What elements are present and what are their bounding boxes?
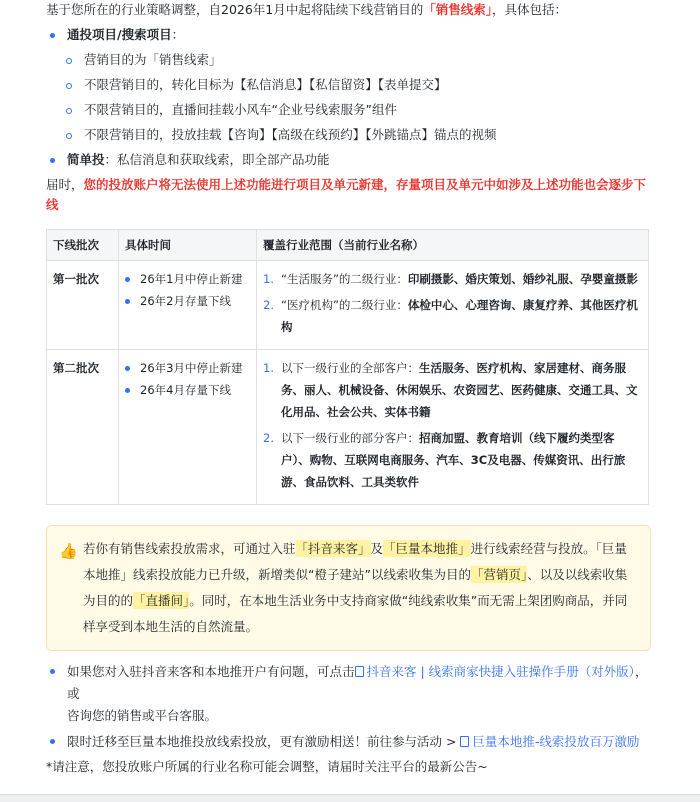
bullet-icon: [125, 366, 130, 371]
scope-cell: 1. “生活服务”的二级行业：印刷摄影、婚庆策划、婚纱礼服、孕婴童摄影 2. “医疗机构”的二级行业：体检中心、心理咨询、康复疗养、其他医疗机构: [257, 261, 649, 350]
bullet-item: 通投项目/搜索项目：: [46, 25, 654, 45]
bullet-item: 如果您对入驻抖音来客和本地推开户有问题，可点击 抖音来客 | 线索商家快捷入驻操作手册（对外版），或 咨询您的销售或平台客服。: [46, 661, 654, 727]
bullet-continuation: 咨询您的销售或平台客服。: [67, 708, 218, 723]
bullet-icon: [50, 33, 55, 38]
thumbs-up-icon: 👍: [59, 542, 78, 560]
bullet-icon: [125, 277, 130, 282]
bullet-item: 简单投：私信消息和获取线索，即全部产品功能: [46, 150, 654, 170]
batch-cell: 第二批次: [47, 350, 119, 505]
sub-item: 营销目的为「销售线索」: [46, 50, 654, 70]
header-time: 具体时间: [119, 230, 257, 261]
intro-text: 基于您所在的行业策略调整，自2026年1月中起将陆续下线营销目的「销售线索」，具体包括：: [46, 2, 568, 17]
table-row: [47, 350, 649, 505]
sub-item: 不限营销目的，投放挂载【咨询】【高级在线预约】【外跳锚点】锚点的视频: [46, 125, 654, 145]
bottom-bar: [0, 794, 700, 802]
table-header-row: [47, 230, 649, 261]
bullet-item: 限时迁移至巨量本地推投放线索投放，更有激励相送！前往参与活动 > 巨量本地推-线索投放百万激励: [46, 731, 654, 753]
warning-text: 届时，您的投放账户将无法使用上述功能进行项目及单元新建，存量项目及单元中如涉及上述功能也会逐步下线: [46, 177, 647, 212]
tip-callout: 👍 若你有销售线索投放需求，可通过入驻「抖音来客」及「巨量本地推」进行线索经营与投放。「巨量本地推」线索投放能力已升级，新增类似“橙子建站”以线索收集为目的「营销页」、以及以线索收集为目的的「直播间」。同时，在本地生活业务中支持商家做“纯线索收集”而无需上架团购商品，并同样享受到本地生活的自然流量。: [46, 525, 651, 651]
bullet-icon: [125, 388, 130, 393]
header-batch: 下线批次: [47, 230, 119, 261]
bullet-icon: [50, 739, 55, 744]
sub-item: 不限营销目的，直播间挂载小风车“企业号线索服务”组件: [46, 100, 654, 120]
header-scope: 覆盖行业范围（当前行业名称）: [257, 230, 649, 261]
circle-bullet-icon: [66, 58, 72, 64]
onboarding-manual-link[interactable]: 抖音来客 | 线索商家快捷入驻操作手册（对外版）: [355, 664, 635, 679]
bullet-icon: [125, 299, 130, 304]
time-cell: 26年3月中停止新建 26年4月存量下线: [119, 350, 257, 505]
footnote: *请注意，您投放账户所属的行业名称可能会调整，请届时关注平台的最新公告~: [46, 759, 488, 774]
bullet-icon: [50, 158, 55, 163]
links-list: [46, 661, 654, 753]
document-icon: [355, 666, 364, 677]
table-row: [47, 261, 649, 350]
circle-bullet-icon: [66, 108, 72, 114]
time-cell: 26年1月中停止新建 26年2月存量下线: [119, 261, 257, 350]
circle-bullet-icon: [66, 83, 72, 89]
offline-schedule-table: [46, 229, 649, 505]
sub-item: 不限营销目的，转化目标为【私信消息】【私信留资】【表单提交】: [46, 75, 654, 95]
batch-cell: 第一批次: [47, 261, 119, 350]
bullet-icon: [50, 669, 55, 674]
scope-cell: 1. 以下一级行业的全部客户：生活服务、医疗机构、家居建材、商务服务、丽人、机械设备、休闲娱乐、农资园艺、医药健康、交通工具、文化用品、社会公共、实体书籍 2. 以下一级行业的部分客户：招商加盟、教育培训（线下履约类型客户）、购物、互联网电商服务、汽车、3C及电器、传媒资讯、出行旅游、食品饮料、工具类软件: [257, 350, 649, 505]
incentive-activity-link[interactable]: 巨量本地推-线索投放百万激励: [460, 734, 639, 749]
document-icon: [460, 736, 469, 747]
circle-bullet-icon: [66, 133, 72, 139]
